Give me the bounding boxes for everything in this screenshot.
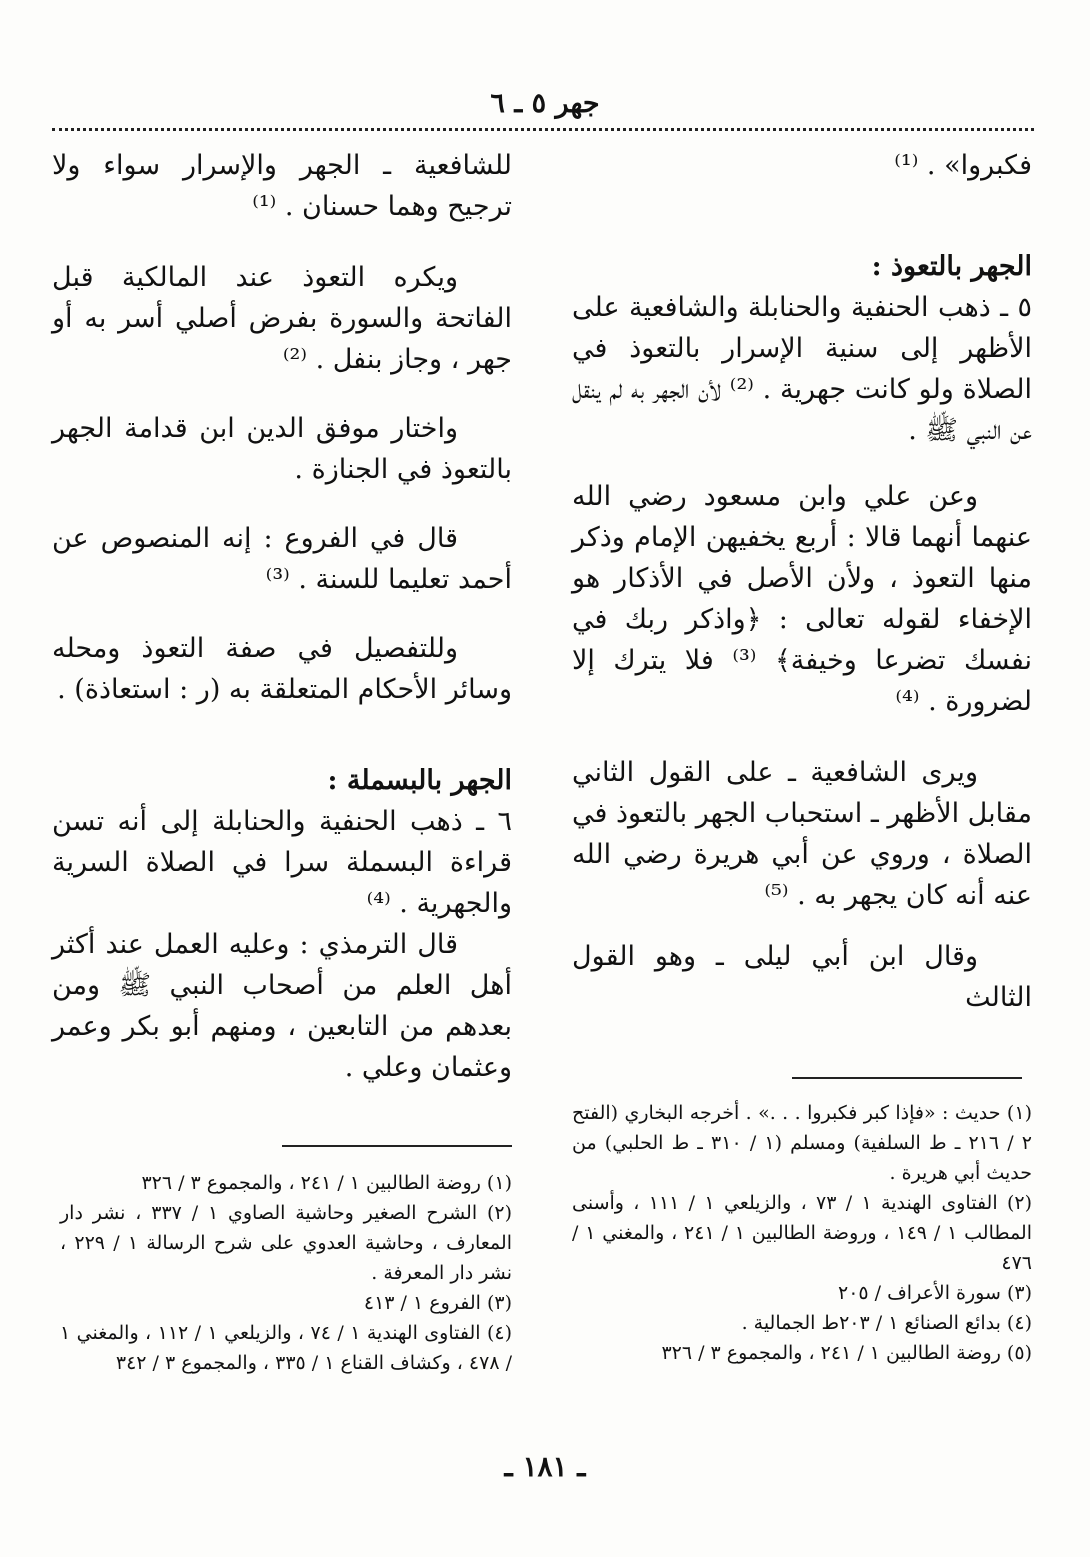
paragraph: ٥ ـ ذهب الحنفية والحنابلة والشافعية على الأظهر إلى سنية الإسرار بالتعوذ في الصلاة ولو كانت جهرية . ⁽²⁾ لأن الجهر به لم ينقل عن النبي ﷺ . (572, 292, 1032, 446)
paragraph: قال الترمذي : وعليه العمل عند أكثر أهل العلم من أصحاب النبي ﷺ ومن بعدهم من التابعين ، ومنهم أبو بكر وعمر وعثمان وعلي . (52, 929, 512, 1083)
section-heading: الجهر بالبسملة : (327, 765, 512, 796)
footnote: (١) روضة الطالبين ١ / ٢٤١ ، والمجموع ٣ / ٣٢٦ (141, 1172, 512, 1194)
paragraph: ٦ ـ ذهب الحنفية والحنابلة إلى أنه تسن قراءة البسملة سرا في الصلاة السرية والجهرية . ⁽⁴⁾ (52, 806, 512, 919)
page-number: ـ ١٨١ ـ (504, 1450, 586, 1483)
paragraph: وعن علي وابن مسعود رضي الله عنهما أنهما قالا : أربع يخفيهن الإمام وذكر منها التعوذ ، ولأن الأصل في الأذكار هو الإخفاء لقوله تعالى : ﴿واذكر ربك في نفسك تضرعا وخيفة﴾ ⁽³⁾ فلا يترك إلا لضرورة . ⁽⁴⁾ (572, 481, 1033, 717)
footnote: (١) حديث : «فإذا كبر فكبروا . . .» . أخرجه البخاري (الفتح ٢ / ٢١٦ ـ ط السلفية) ومسلم (١ / ٣١٠ ـ ط الحلبي) من حديث أبي هريرة . (572, 1102, 1032, 1184)
right-column (572, 145, 1032, 1018)
footnotes-left (60, 1168, 512, 1378)
paragraph: وقال ابن أبي ليلى ـ وهو القول الثالث (572, 941, 1032, 1013)
footnote: (٥) روضة الطالبين ١ / ٢٤١ ، والمجموع ٣ / ٣٢٦ (661, 1342, 1032, 1364)
left-column (52, 145, 512, 1088)
page-header: جهر ٥ ـ ٦ (490, 88, 600, 119)
footnote: (٣) الفروع ١ / ٤١٣ (363, 1292, 512, 1314)
footnote: (٢) الشرح الصغير وحاشية الصاوي ١ / ٣٣٧ ، نشر دار المعارف ، وحاشية العدوي على شرح الرسالة ١ / ٢٢٩ ، نشر دار المعرفة . (60, 1202, 512, 1284)
paragraph: للشافعية ـ الجهر والإسرار سواء ولا ترجيح وهما حسنان . ⁽¹⁾ (52, 150, 512, 222)
paragraph: وللتفصيل في صفة التعوذ ومحله وسائر الأحكام المتعلقة به (ر : استعاذة) . (52, 633, 512, 705)
paragraph: قال في الفروع : إنه المنصوص عن أحمد تعليما للسنة . ⁽³⁾ (52, 523, 512, 595)
footnote: (٣) سورة الأعراف / ٢٠٥ (837, 1282, 1032, 1304)
footnote-divider (282, 1145, 512, 1147)
footnote: (٤) بدائع الصنائع ١ / ٢٠٣ط الجمالية . (741, 1312, 1032, 1334)
section-heading: الجهر بالتعوذ : (871, 251, 1032, 282)
footnote-divider (792, 1077, 1022, 1079)
header-divider (52, 128, 1034, 131)
paragraph: فكبروا» . ⁽¹⁾ (894, 150, 1032, 181)
footnote: (٢) الفتاوى الهندية ١ / ٧٣ ، والزيلعي ١ / ١١١ ، وأسنى المطالب ١ / ١٤٩ ، وروضة الطالبين ١ / ٢٤١ ، والمغني ١ / ٤٧٦ (572, 1192, 1032, 1274)
paragraph: ويرى الشافعية ـ على القول الثاني مقابل الأظهر ـ استحباب الجهر بالتعوذ في الصلاة ، وروي عن أبي هريرة رضي الله عنه أنه كان يجهر به . ⁽⁵⁾ (572, 757, 1032, 911)
paragraph: واختار موفق الدين ابن قدامة الجهر بالتعوذ في الجنازة . (52, 413, 512, 485)
footnote: (٤) الفتاوى الهندية ١ / ٧٤ ، والزيلعي ١ / ١١٢ ، والمغني ١ / ٤٧٨ ، وكشاف القناع ١ / ٣٣٥ ، والمجموع ٣ / ٣٤٢ (60, 1322, 513, 1374)
paragraph: ويكره التعوذ عند المالكية قبل الفاتحة والسورة بفرض أصلي أسر به أو جهر ، وجاز بنفل . ⁽²⁾ (52, 262, 512, 375)
footnotes-right (572, 1098, 1032, 1368)
